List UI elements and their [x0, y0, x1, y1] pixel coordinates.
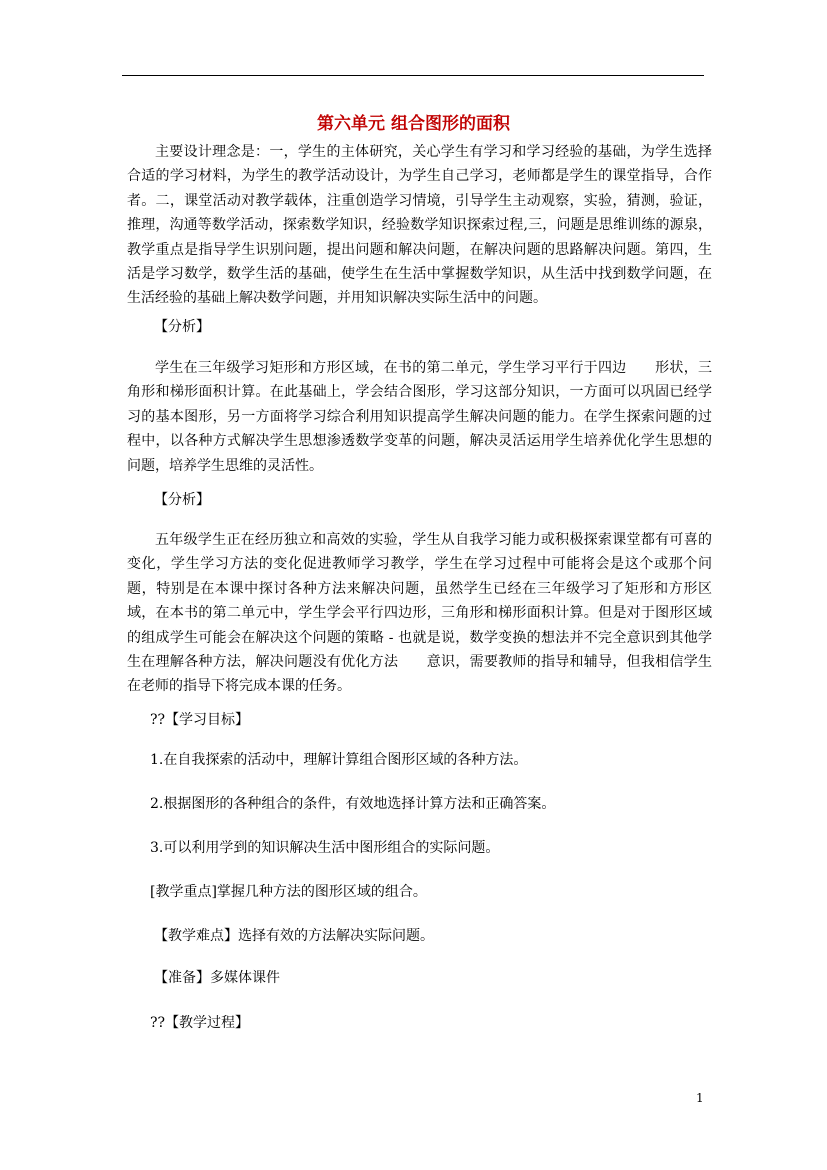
preparation: 【准备】多媒体课件 [154, 970, 280, 986]
analysis-paragraph-2: 五年级学生正在经历独立和高效的实验，学生从自我学习能力或积极探索课堂都有可喜的变化，学生学习方法的变化促进教师学习教学，学生在学习过程中可能将会是这个或那个问题，特别是在本课中探讨各种方法来解决问题，虽然学生已经在三年级学习了矩形和方形区域，在本书的第二单元中，学生学会平行四边形，三角形和梯形面积计算。但是对于图形区域的组成学生可能会在解决这个问题的策略 - 也就是说，数学变换的想法并不完全意识到其他学生在理解各种方法，解决问题没有优化方法 意识，需要教师的指导和辅导，但我相信学生在老师的指导下将完成本课的任务。 [127, 532, 712, 695]
teaching-focus: [教学重点]掌握几种方法的图形区域的组合。 [150, 884, 427, 900]
header-rule [122, 75, 704, 76]
objective-item-1: 1.在自我探索的活动中，理解计算组合图形区域的各种方法。 [150, 752, 528, 768]
analysis-heading-2: 【分析】 [154, 492, 210, 508]
design-concept-paragraph: 主要设计理念是：一，学生的主体研究，关心学生有学习和学习经验的基础，为学生选择合适的学习材料，为学生的教学活动设计，为学生自己学习，老师都是学生的课堂指导，合作者。二，课堂活动对教学载体，注重创造学习情境，引导学生主动观察，实验，猜测，验证，推理，沟通等数学活动，探索数学知识，经验数学知识探索过程,三，问题是思维训练的源泉，教学重点是指导学生识别问题，提出问题和解决问题，在解决问题的思路解决问题。第四，生活是学习数学，数学生活的基础，使学生在生活中掌握数学知识，从生活中找到数学问题，在生活经验的基础上解决数学问题，并用知识解决实际生活中的问题。 [127, 144, 712, 307]
analysis-paragraph-1: 学生在三年级学习矩形和方形区域，在书的第二单元，学生学习平行于四边 形状，三角形和梯形面积计算。在此基础上，学会结合图形，学习这部分知识，一方面可以巩固已经学习的基本图形，另一方面将学习综合利用知识提高学生解决问题的能力。在学生探索问题的过程中，以各种方式解决学生思想渗透数学变革的问题，解决灵活运用学生培养优化学生思想的问题，培养学生思维的灵活性。 [127, 360, 712, 474]
objectives-heading: ??【学习目标】 [150, 712, 250, 728]
analysis-heading-1: 【分析】 [154, 319, 210, 335]
page-number: 1 [696, 1091, 704, 1105]
document-title: 第六单元 组合图形的面积 [317, 114, 510, 134]
objective-item-3: 3.可以利用学到的知识解决生活中图形组合的实际问题。 [150, 840, 500, 856]
teaching-difficulty: 【教学难点】选择有效的方法解决实际问题。 [154, 928, 434, 944]
process-heading: ??【教学过程】 [150, 1015, 250, 1031]
objective-item-2: 2.根据图形的各种组合的条件，有效地选择计算方法和正确答案。 [150, 796, 556, 812]
